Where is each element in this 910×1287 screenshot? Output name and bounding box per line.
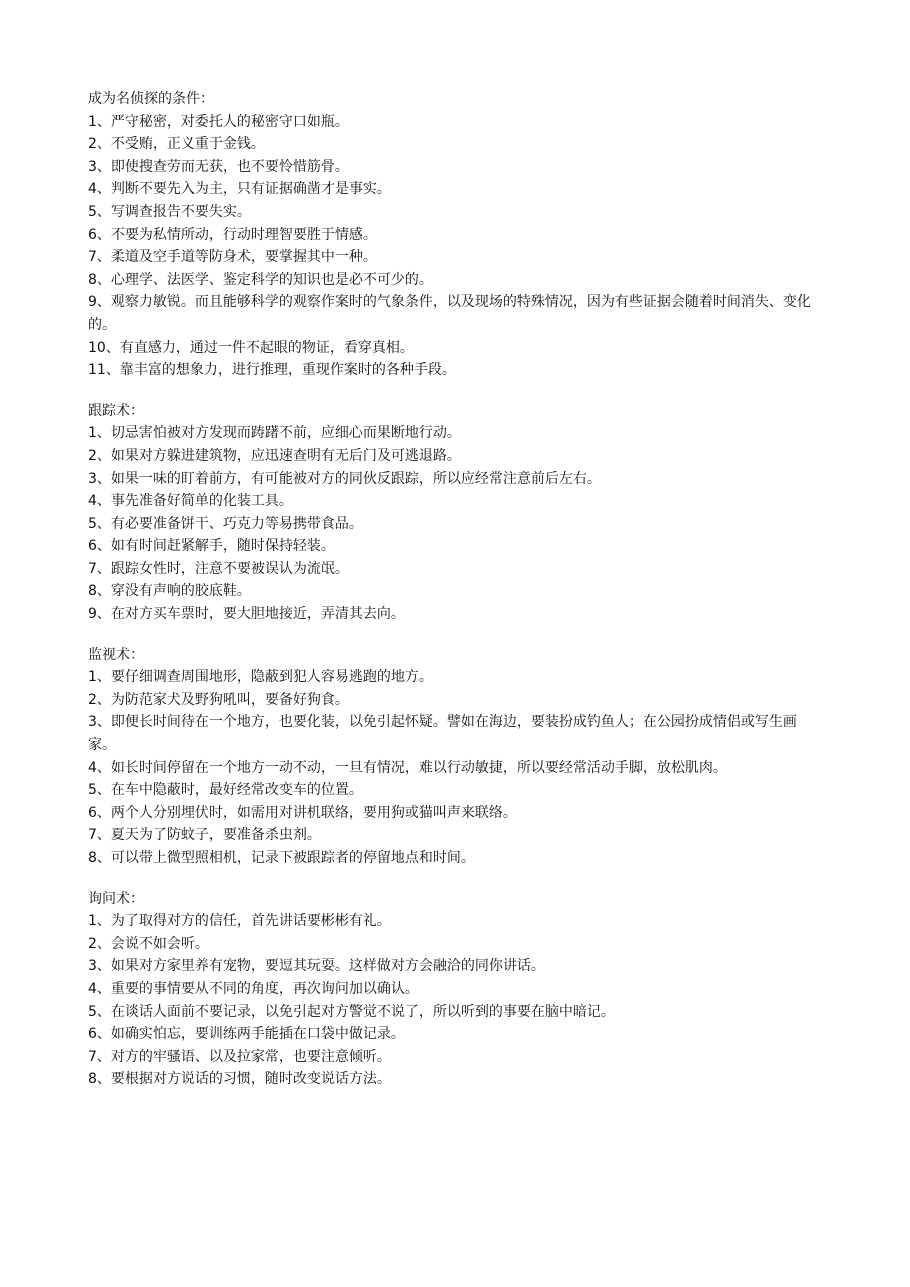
section-detective-conditions xyxy=(88,88,823,382)
list-item: 7、柔道及空手道等防身术，要掌握其中一种。 xyxy=(88,249,377,266)
section-title: 监视术： xyxy=(88,646,144,663)
list-item: 6、如有时间赶紧解手，随时保持轻装。 xyxy=(88,538,335,555)
list-item: 5、在车中隐蔽时，最好经常改变车的位置。 xyxy=(88,782,363,799)
list-item: 8、要根据对方说话的习惯，随时改变说话方法。 xyxy=(88,1071,391,1088)
section-title: 跟踪术： xyxy=(88,402,144,419)
list-item: 7、夏天为了防蚊子，要准备杀虫剂。 xyxy=(88,827,321,844)
list-item: 1、严守秘密，对委托人的秘密守口如瓶。 xyxy=(88,113,349,130)
section-title: 询问术： xyxy=(88,890,144,907)
list-item: 9、在对方买车票时，要大胆地接近，弄清其去向。 xyxy=(88,606,405,623)
section-tailing xyxy=(88,400,823,626)
document-page xyxy=(88,88,823,1109)
list-item: 8、可以带上微型照相机，记录下被跟踪者的停留地点和时间。 xyxy=(88,850,475,866)
list-item: 9、观察力敏锐。而且能够科学的观察作案时的气象条件，以及现场的特殊情况，因为有些证据会随着时间消失、变化的。 xyxy=(88,294,811,333)
list-item: 4、重要的事情要从不同的角度，再次询问加以确认。 xyxy=(88,980,419,997)
list-item: 3、即使搜查劳而无获，也不要怜惜筋骨。 xyxy=(88,158,349,175)
list-item: 6、如确实怕忘，要训练两手能插在口袋中做记录。 xyxy=(88,1026,405,1043)
list-item: 7、对方的牢骚语、以及拉家常，也要注意倾听。 xyxy=(88,1048,391,1065)
list-item: 8、穿没有声响的胶底鞋。 xyxy=(88,583,251,600)
list-item: 2、如果对方躲进建筑物，应迅速查明有无后门及可逃退路。 xyxy=(88,447,461,464)
list-item: 2、不受贿，正义重于金钱。 xyxy=(88,136,265,153)
list-item: 2、为防范家犬及野狗吼叫，要备好狗食。 xyxy=(88,691,349,708)
list-item: 1、切忌害怕被对方发现而踌躇不前，应细心而果断地行动。 xyxy=(88,425,461,442)
list-item: 8、心理学、法医学、鉴定科学的知识也是必不可少的。 xyxy=(88,271,433,288)
list-item: 7、跟踪女性时，注意不要被误认为流氓。 xyxy=(88,560,349,577)
section-questioning xyxy=(88,888,823,1091)
list-item: 4、事先准备好简单的化装工具。 xyxy=(88,493,293,510)
list-item: 6、两个人分别埋伏时，如需用对讲机联络，要用狗或猫叫声来联络。 xyxy=(88,804,517,821)
list-item: 1、要仔细调查周围地形，隐蔽到犯人容易逃跑的地方。 xyxy=(88,669,433,686)
list-item: 5、写调查报告不要失实。 xyxy=(88,203,251,220)
list-item: 1、为了取得对方的信任，首先讲话要彬彬有礼。 xyxy=(88,913,391,930)
section-surveillance xyxy=(88,644,823,870)
list-item: 3、即便长时间待在一个地方，也要化装，以免引起怀疑。譬如在海边，要装扮成钓鱼人；在公园扮成情侣或写生画家。 xyxy=(88,714,797,754)
list-item: 3、如果一味的盯着前方，有可能被对方的同伙反跟踪，所以应经常注意前后左右。 xyxy=(88,470,601,487)
list-item: 11、靠丰富的想象力，进行推理，重现作案时的各种手段。 xyxy=(88,362,456,379)
list-item: 4、判断不要先入为主，只有证据确凿才是事实。 xyxy=(88,181,391,198)
list-item: 5、在谈话人面前不要记录，以免引起对方警觉不说了，所以听到的事要在脑中暗记。 xyxy=(88,1003,615,1020)
section-title: 成为名侦探的条件： xyxy=(88,91,214,107)
list-item: 3、如果对方家里养有宠物，要逗其玩耍。这样做对方会融洽的同你讲话。 xyxy=(88,958,545,975)
list-item: 2、会说不如会听。 xyxy=(88,935,209,952)
list-item: 4、如长时间停留在一个地方一动不动，一旦有情况，难以行动敏捷，所以要经常活动手脚，放松肌肉。 xyxy=(88,759,727,776)
list-item: 10、有直感力，通过一件不起眼的物证，看穿真相。 xyxy=(88,339,414,356)
list-item: 5、有必要准备饼干、巧克力等易携带食品。 xyxy=(88,515,363,532)
list-item: 6、不要为私情所动，行动时理智要胜于情感。 xyxy=(88,226,377,243)
